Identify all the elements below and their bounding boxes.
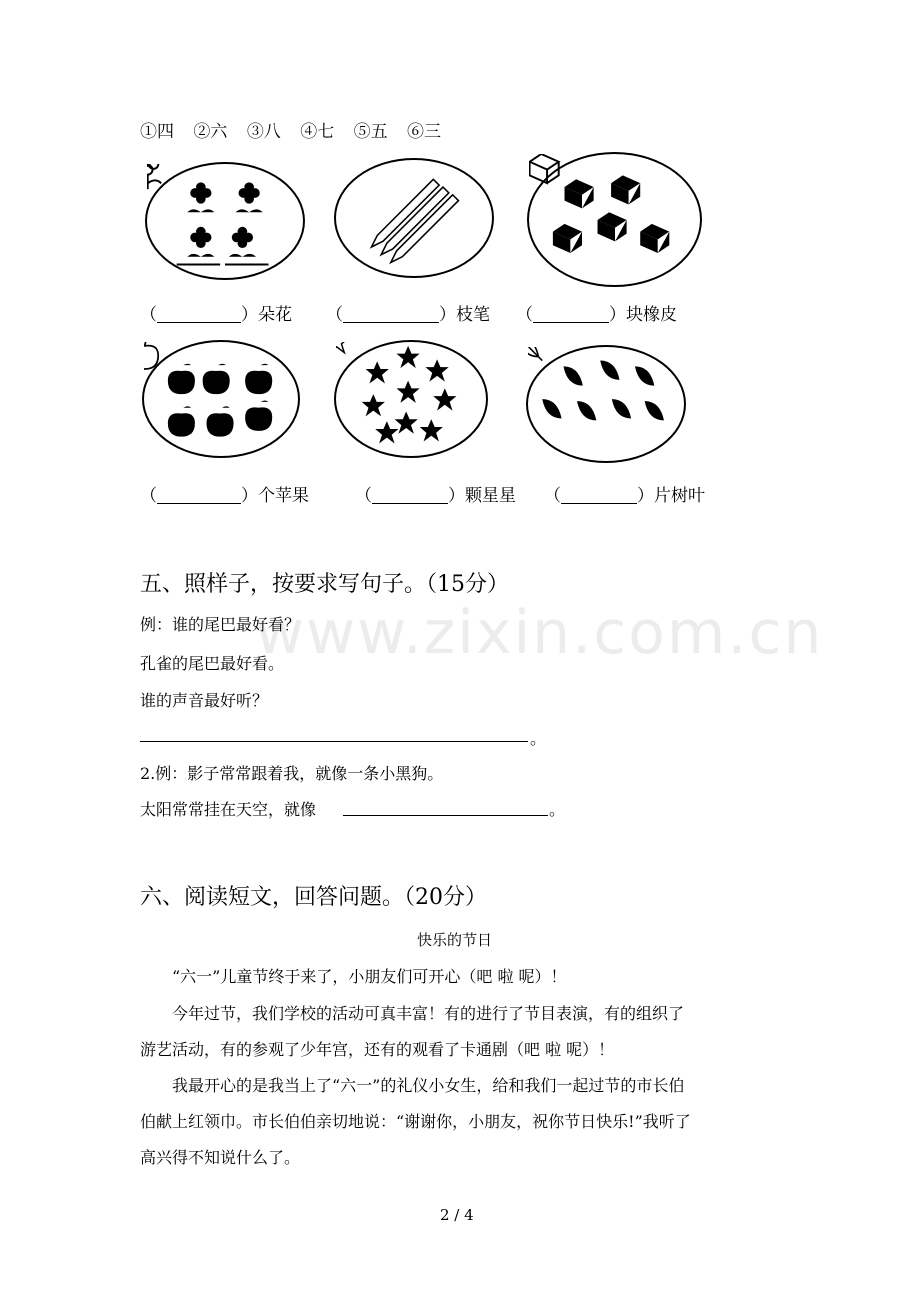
answer-blank[interactable] — [157, 485, 241, 504]
example1-answer: 孔雀的尾巴最好看。 — [140, 654, 285, 673]
fill-apples: （ ）个苹果 — [140, 486, 309, 506]
fill-stars: （ ）颗星星 — [355, 486, 516, 506]
number-options — [140, 117, 455, 142]
option: ①四 — [140, 122, 174, 142]
passage-paragraph: 今年过节，我们学校的活动可真丰富！有的进行了节目表演，有的组织了 — [172, 1004, 685, 1023]
option: ⑤五 — [353, 122, 388, 142]
passage-paragraph: 我最开心的是我当上了“六一”的礼仪小女生，给和我们一起过节的市长伯 — [172, 1076, 685, 1095]
passage-paragraph: “六一”儿童节终于来了，小朋友们可开心（吧 啦 呢）！ — [172, 967, 567, 986]
leaves-picture — [526, 345, 686, 463]
flowers-picture — [145, 162, 305, 280]
passage-title: 快乐的节日 — [417, 931, 493, 949]
apple-icon — [144, 342, 298, 456]
pencils-picture — [334, 158, 494, 278]
section5-heading: 五、照样子，按要求写句子。（15分） — [140, 572, 509, 597]
erasers-picture — [527, 152, 702, 287]
question1: 谁的声音最好听？ — [140, 691, 269, 710]
example1-question: 例：谁的尾巴最好看？ — [140, 615, 301, 634]
pencil-icon — [336, 160, 492, 276]
passage-paragraph: 高兴得不知说什么了。 — [140, 1148, 301, 1167]
answer-line[interactable] — [140, 741, 528, 742]
option: ②六 — [193, 122, 228, 142]
fill-leaves: （ ）片树叶 — [544, 486, 705, 506]
apples-picture — [142, 340, 300, 458]
stars-picture — [334, 340, 488, 458]
page-number: 2 / 4 — [440, 1206, 474, 1224]
leaf-icon — [528, 347, 684, 461]
answer-blank[interactable] — [372, 485, 448, 504]
option: ⑥三 — [407, 122, 442, 142]
answer-line[interactable] — [343, 815, 548, 816]
passage-paragraph: 游艺活动，有的参观了少年宫，还有的观看了卡通剧（吧 啦 呢）！ — [140, 1040, 615, 1059]
fill-pencils: （ ）枝笔 — [326, 305, 490, 325]
watermark: www.zixin.com.cn — [255, 598, 824, 668]
flower-icon — [147, 164, 303, 278]
passage-paragraph: 伯献上红领巾。市长伯伯亲切地说：“谢谢你，小朋友，祝你节日快乐!”我听了 — [140, 1112, 691, 1131]
question2-end: 。 — [549, 800, 566, 819]
question2-prefix: 太阳常常挂在天空，就像 — [140, 800, 317, 819]
fill-erasers: （ ）块橡皮 — [516, 305, 677, 325]
answer-blank[interactable] — [533, 304, 609, 323]
fill-flowers: （ ）朵花 — [140, 305, 292, 325]
option: ③八 — [246, 122, 281, 142]
answer-blank[interactable] — [561, 485, 637, 504]
section6-heading: 六、阅读短文，回答问题。（20分） — [140, 885, 487, 910]
eraser-icon — [529, 154, 700, 285]
question1-end: 。 — [530, 729, 547, 748]
answer-blank[interactable] — [343, 304, 439, 323]
star-icon — [336, 342, 486, 456]
option: ④七 — [300, 122, 335, 142]
answer-blank[interactable] — [157, 304, 241, 323]
example2: 2.例：影子常常跟着我，就像一条小黑狗。 — [140, 764, 444, 783]
